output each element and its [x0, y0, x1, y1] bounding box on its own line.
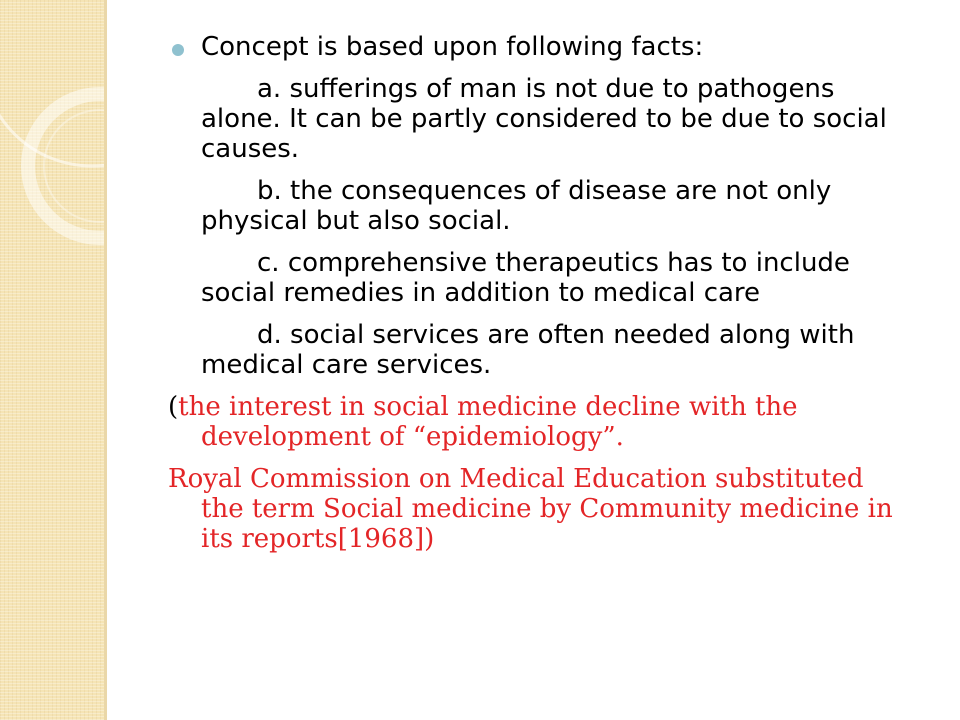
note-epidemiology [168, 392, 908, 452]
fact-c: c. comprehensive therapeutics has to include social remedies in addition to medical care [201, 248, 850, 308]
fact-b: b. the consequences of disease are not only physical but also social. [201, 176, 832, 236]
slide-content [168, 32, 908, 566]
sidebar-divider [104, 0, 107, 720]
decorative-circles [0, 0, 104, 720]
decorative-sidebar [0, 0, 104, 720]
note-open-paren: ( [168, 392, 179, 422]
note-royal-commission: Royal Commission on Medical Education substituted the term Social medicine by Community medicine in its reports[1968]) [168, 464, 893, 554]
bullet-dot-icon [172, 44, 184, 56]
bullet-text: Concept is based upon following facts: [201, 32, 704, 62]
bullet-item [168, 32, 908, 62]
fact-d: d. social services are often needed along with medical care services. [201, 320, 855, 380]
note-epidemiology-text: the interest in social medicine decline with the development of “epidemiology”. [178, 392, 798, 452]
fact-a: a. sufferings of man is not due to pathogens alone. It can be partly considered to be due to social causes. [201, 74, 887, 164]
